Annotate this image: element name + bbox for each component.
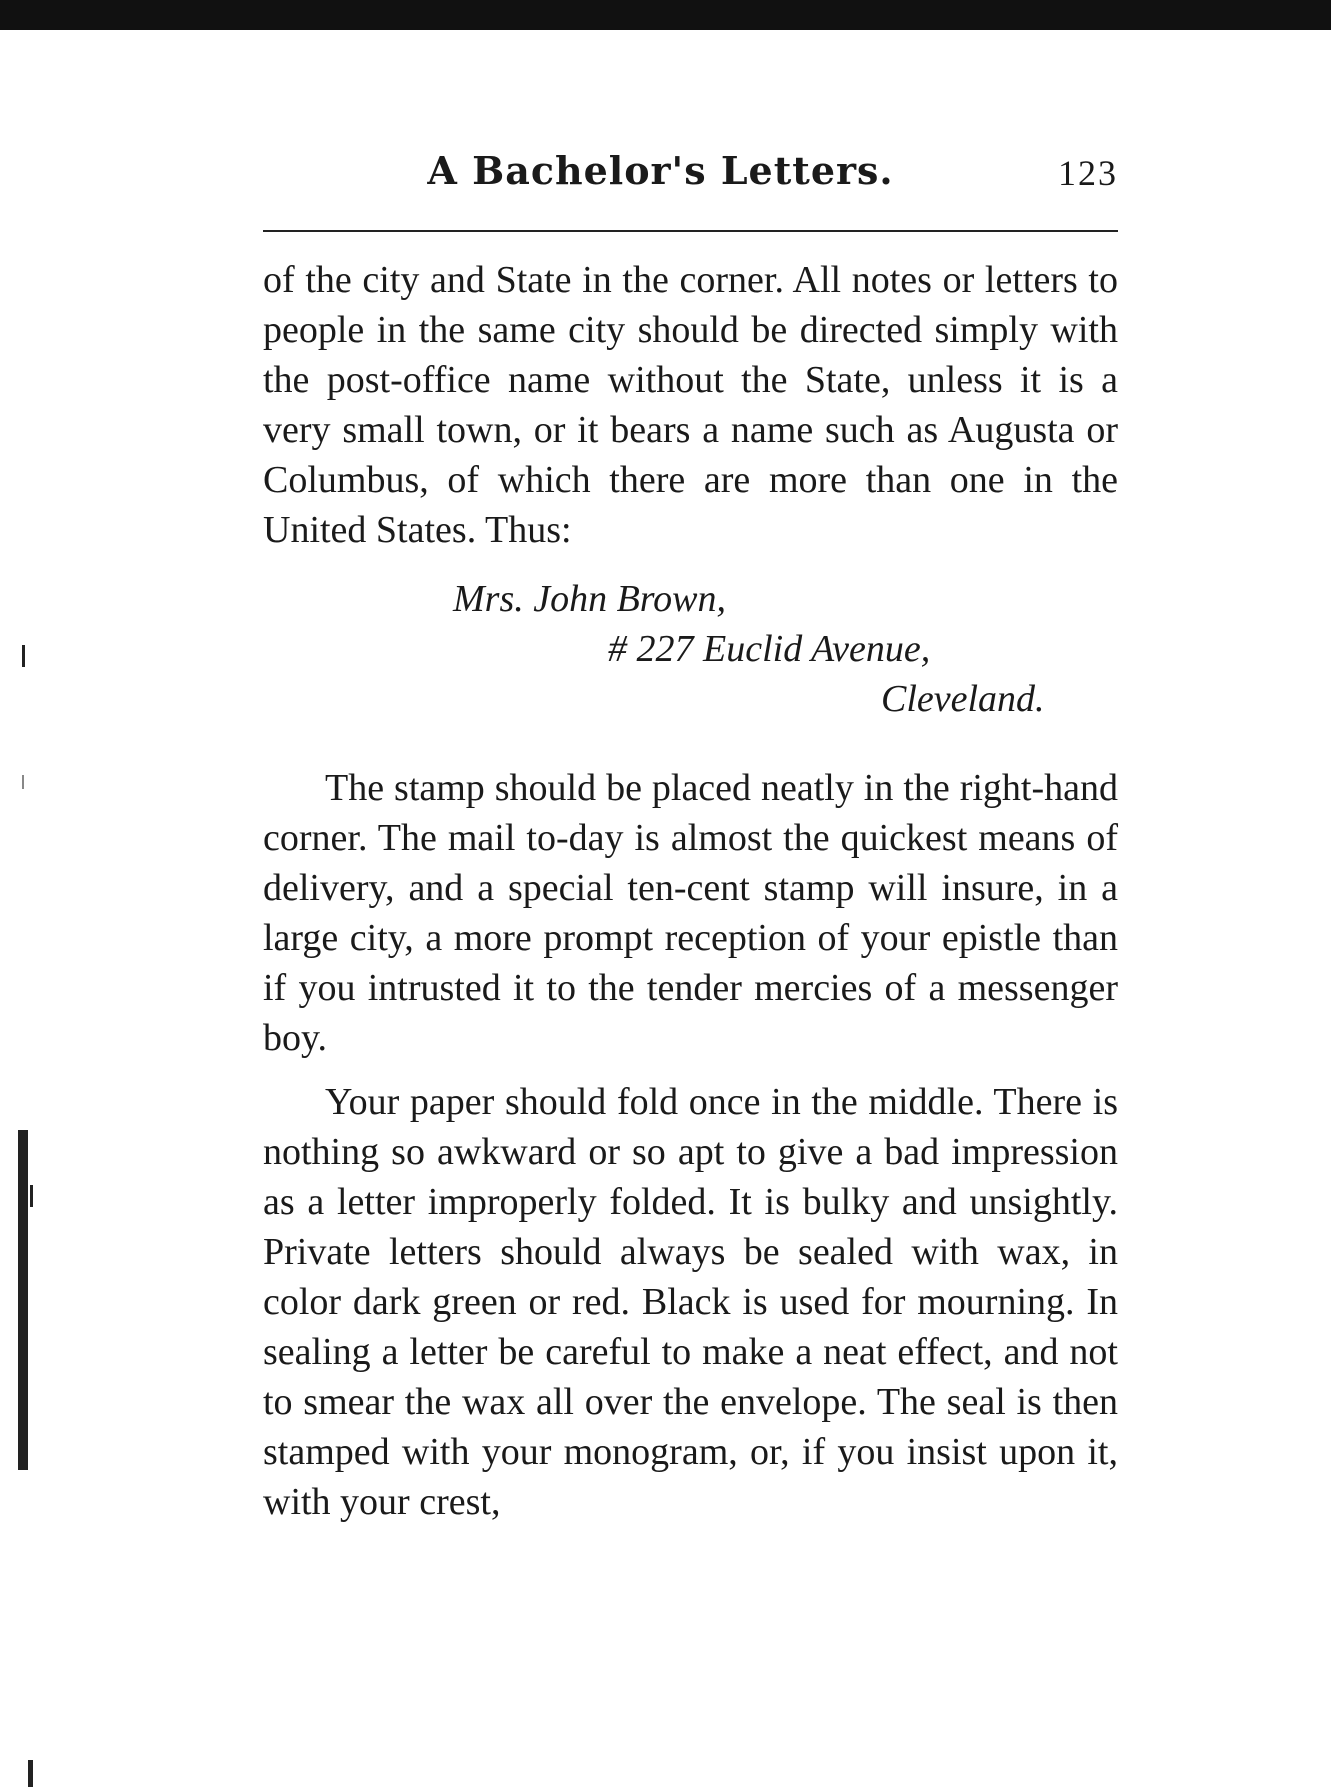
address-line-name: Mrs. John Brown, — [453, 578, 727, 620]
paragraph: of the city and State in the corner. All notes or letters to people in the same city should be directed simply with the post-office name without the State, unless it is a very small town, or it bears a name such as Augusta or Columbus, of which there are more than one in the United States. Thus: — [263, 259, 1118, 551]
running-title: A Bachelor's Letters. — [427, 148, 894, 193]
paragraph: Your paper should fold once in the middle. There is nothing so awkward or so apt to give a bad impression as a letter improperly folded. It is bulky and unsightly. Private letters should always be sealed with wax, in color dark green or red. Black is used for mourning. In sealing a letter be careful to make a neat effect, and not to smear the wax all over the envelope. The seal is then stamped with your monogram, or, if you insist upon it, with your crest, — [263, 1081, 1118, 1523]
paragraph: The stamp should be placed neatly in the right-hand corner. The mail to-day is almost the quickest means of delivery, and a special ten-cent stamp will insure, in a large city, a more prompt reception of your epistle than if you intrusted it to the tender mercies of a messenger boy. — [263, 767, 1118, 1059]
address-line-street: # 227 Euclid Avenue, — [608, 628, 931, 670]
book-page — [263, 140, 1118, 1523]
scan-binding-edge — [18, 1130, 28, 1470]
scan-margin-mark — [22, 775, 24, 789]
running-head — [263, 140, 1118, 202]
scan-margin-mark — [30, 1185, 33, 1207]
scan-top-border — [0, 0, 1331, 30]
scan-margin-mark — [22, 645, 25, 667]
body-text — [263, 255, 1118, 1527]
address-line-city: Cleveland. — [881, 678, 1045, 720]
page-number: 123 — [1058, 153, 1118, 193]
address-example — [263, 573, 1118, 763]
scan-margin-mark — [28, 1760, 33, 1787]
header-rule — [263, 230, 1118, 232]
